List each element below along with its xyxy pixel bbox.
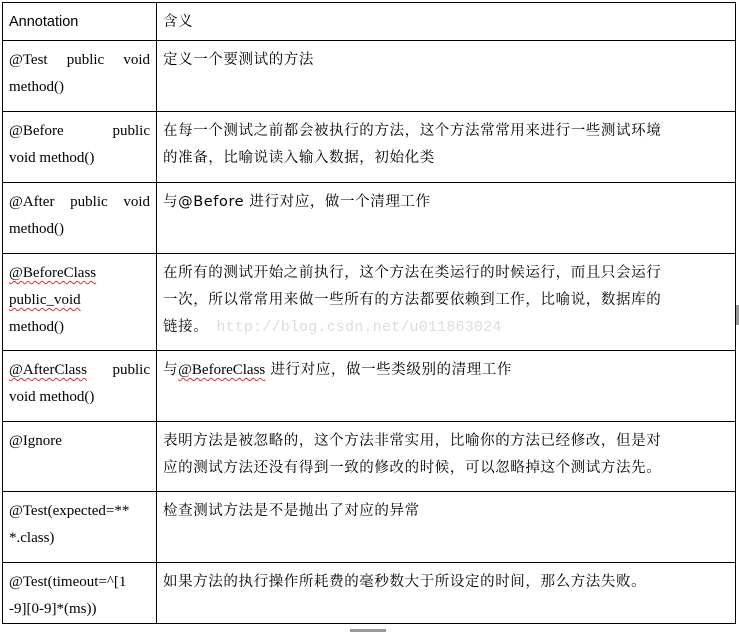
annotation-line: @AfterClass bbox=[9, 362, 87, 378]
table-header-row bbox=[3, 3, 736, 41]
table-row bbox=[3, 41, 736, 112]
meaning-text: 应的测试方法还没有得到一致的修改的时候，可以忽略掉这个测试方法先。 bbox=[163, 460, 662, 476]
annotation-line: @Test(expected=** bbox=[9, 503, 130, 519]
annotation-cell bbox=[3, 422, 157, 492]
meaning-text: 定义一个要测试的方法 bbox=[163, 52, 314, 68]
meaning-text: 与@Before 进行对应，做一个清理工作 bbox=[163, 194, 431, 210]
table-row bbox=[3, 112, 736, 183]
annotation-cell bbox=[3, 183, 157, 254]
annotation-line: @BeforeClass bbox=[9, 265, 97, 281]
annotation-line: public_void bbox=[9, 292, 81, 308]
meaning-cell bbox=[157, 563, 736, 624]
annotation-cell bbox=[3, 41, 157, 112]
annotation-line: method() bbox=[9, 79, 64, 95]
meaning-cell bbox=[157, 41, 736, 112]
table-row bbox=[3, 183, 736, 254]
meaning-text: 检查测试方法是不是抛出了对应的异常 bbox=[163, 503, 420, 519]
annotation-cell bbox=[3, 351, 157, 422]
meaning-text: 进行对应，做一些类级别的清理工作 bbox=[265, 362, 513, 378]
annotation-line: @Before bbox=[9, 123, 64, 139]
table-row bbox=[3, 492, 736, 563]
annotation-line: method() bbox=[9, 221, 64, 237]
header-meaning-label: 含义 bbox=[163, 14, 194, 30]
meaning-text: 如果方法的执行操作所耗费的毫秒数大于所设定的时间，那么方法失败。 bbox=[163, 574, 647, 590]
annotation-line: method() bbox=[9, 319, 64, 335]
meaning-cell bbox=[157, 422, 736, 492]
meaning-text: 一次，所以常常用来做一些所有的方法都要依赖到工作，比喻说，数据库的 bbox=[163, 292, 662, 308]
meaning-text: 表明方法是被忽略的，这个方法非常实用，比喻你的方法已经修改，但是对 bbox=[163, 433, 662, 449]
table-row bbox=[3, 351, 736, 422]
meaning-text: @BeforeClass bbox=[178, 362, 266, 378]
meaning-cell bbox=[157, 351, 736, 422]
meaning-text: 与 bbox=[163, 362, 179, 378]
annotation-line: -9][0-9]*(ms)) bbox=[9, 601, 97, 617]
header-annotation-cell bbox=[3, 3, 157, 41]
annotation-line: @After public void bbox=[9, 194, 150, 210]
annotation-line: public bbox=[112, 362, 150, 378]
annotation-line: public bbox=[112, 123, 150, 139]
table-row bbox=[3, 254, 736, 351]
annotation-cell bbox=[3, 492, 157, 563]
watermark-url: http://blog.csdn.net/u011863024 bbox=[216, 319, 502, 336]
annotation-line: @Test(timeout=^[1 bbox=[9, 574, 127, 590]
header-annotation-label: Annotation bbox=[9, 14, 79, 30]
meaning-cell bbox=[157, 492, 736, 563]
annotation-line: @Ignore bbox=[9, 433, 62, 449]
meaning-text: 的准备，比喻说读入输入数据，初始化类 bbox=[163, 150, 435, 166]
annotation-line: *.class) bbox=[9, 530, 55, 546]
annotation-table bbox=[2, 2, 736, 624]
meaning-text: 在每一个测试之前都会被执行的方法，这个方法常常用来进行一些测试环境 bbox=[163, 123, 662, 139]
meaning-cell bbox=[157, 183, 736, 254]
annotation-cell bbox=[3, 254, 157, 351]
annotation-line: @Test public void bbox=[9, 52, 150, 68]
meaning-text: 在所有的测试开始之前执行，这个方法在类运行的时候运行，而且只会运行 bbox=[163, 265, 662, 281]
table-row bbox=[3, 422, 736, 492]
table-row bbox=[3, 563, 736, 624]
annotation-cell bbox=[3, 563, 157, 624]
header-meaning-cell bbox=[157, 3, 736, 41]
meaning-cell bbox=[157, 112, 736, 183]
annotation-cell bbox=[3, 112, 157, 183]
meaning-cell bbox=[157, 254, 736, 351]
annotation-line: void method() bbox=[9, 389, 95, 405]
meaning-text: 链接。 bbox=[163, 319, 209, 335]
annotation-line: void method() bbox=[9, 150, 95, 166]
